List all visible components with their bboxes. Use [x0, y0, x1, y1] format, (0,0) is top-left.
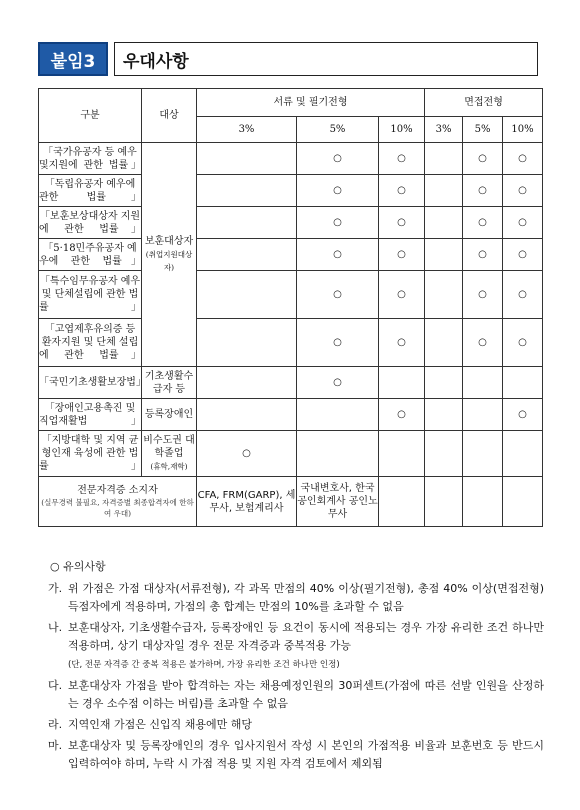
mark-cell: ○: [463, 239, 503, 271]
mark-cell: [197, 271, 297, 319]
target-cell: 등록장애인: [142, 399, 197, 431]
note-label: 마.: [48, 739, 63, 752]
mark-cell: [425, 143, 463, 175]
empty-cell: [425, 477, 463, 527]
mark-cell: [425, 239, 463, 271]
mark-cell: ○: [463, 175, 503, 207]
table-row: [39, 431, 543, 477]
mark-cell: [463, 399, 503, 431]
attachment-badge: 붙임3: [38, 42, 108, 76]
law-cell: 「국가유공자 등 예우 및지원에 관한 법률」: [39, 143, 142, 175]
mark-cell: ○: [379, 399, 425, 431]
note-text: 보훈대상자, 기초생활수급자, 등록장애인 등 요건이 동시에 적용되는 경우 가장 유리한 조건 하나만 적용하며, 상기 대상자일 경우 전문 자격증과 중복적용 가능: [68, 621, 544, 652]
note-item: [48, 677, 544, 713]
law-cell: 「보훈보상대상자 지원에 관한 법률」: [39, 207, 142, 239]
mark-cell: ○: [503, 271, 543, 319]
law-cell: 「고엽제후유의증 등 환자지원 및 단체 설립에 관한 법률」: [39, 319, 142, 367]
cert-label-cell: [39, 477, 197, 527]
mark-cell: [197, 367, 297, 399]
note-label: 다.: [48, 679, 63, 692]
note-item: [48, 716, 544, 734]
law-cell: 「특수임무유공자 예우 및 단체설립에 관한 법률」: [39, 271, 142, 319]
mark-cell: [297, 399, 379, 431]
table-row: [39, 271, 543, 319]
pct-doc-5: 5%: [297, 117, 379, 143]
mark-cell: ○: [297, 207, 379, 239]
target-text: 비수도권 대학졸업: [143, 435, 195, 459]
cert-label: 전문자격증 소지자: [77, 485, 158, 496]
veteran-target-sub: (취업지원대상자): [145, 250, 193, 272]
mark-cell: ○: [463, 207, 503, 239]
mark-cell: ○: [297, 239, 379, 271]
mark-cell: ○: [297, 271, 379, 319]
mark-cell: [425, 367, 463, 399]
table-row: [39, 143, 543, 175]
mark-cell: [425, 175, 463, 207]
pct-int-10: 10%: [503, 117, 543, 143]
header-category: 구분: [39, 89, 142, 143]
mark-cell: [379, 367, 425, 399]
note-subtext: (단, 전문 자격증 간 중복 적용은 불가하며, 가장 유리한 조건 하나만 인정): [68, 660, 340, 670]
target-sub: (휴학,재학): [150, 462, 188, 471]
preference-table: [38, 88, 543, 527]
law-cell: 「국민기초생활보장법」: [39, 367, 142, 399]
mark-cell: [503, 431, 543, 477]
pct-int-5: 5%: [463, 117, 503, 143]
mark-cell: [197, 207, 297, 239]
table-row: [39, 319, 543, 367]
table-row-certification: [39, 477, 543, 527]
target-cell: 기초생활수급자 등: [142, 367, 197, 399]
mark-cell: [197, 319, 297, 367]
cert-col-5pct: 국내변호사, 한국공인회계사 공인노무사: [297, 477, 379, 527]
mark-cell: ○: [463, 271, 503, 319]
mark-cell: ○: [379, 207, 425, 239]
note-label: 나.: [48, 621, 63, 634]
header-document-written: 서류 및 필기전형: [197, 89, 425, 117]
section-header: [38, 42, 538, 76]
veteran-target-cell: [142, 143, 197, 367]
mark-cell: [463, 431, 503, 477]
note-text: 지역인재 가점은 신입직 채용에만 해당: [68, 718, 253, 731]
pct-int-3: 3%: [425, 117, 463, 143]
mark-cell: ○: [297, 367, 379, 399]
mark-cell: ○: [379, 239, 425, 271]
note-label: 가.: [48, 582, 63, 595]
mark-cell: ○: [463, 143, 503, 175]
note-item: [48, 619, 544, 674]
section-title: 우대사항: [114, 42, 538, 76]
mark-cell: [503, 367, 543, 399]
note-text-wrap: [68, 619, 544, 674]
mark-cell: ○: [463, 319, 503, 367]
mark-cell: ○: [297, 319, 379, 367]
mark-cell: [463, 367, 503, 399]
mark-cell: ○: [379, 143, 425, 175]
table-row: [39, 367, 543, 399]
mark-cell: [425, 431, 463, 477]
veteran-target: 보훈대상자: [144, 236, 194, 247]
mark-cell: ○: [503, 239, 543, 271]
pct-doc-10: 10%: [379, 117, 425, 143]
mark-cell: [197, 239, 297, 271]
pct-doc-3: 3%: [197, 117, 297, 143]
mark-cell: ○: [379, 319, 425, 367]
empty-cell: [463, 477, 503, 527]
mark-cell: ○: [503, 175, 543, 207]
cert-sub: (실무경력 불필요, 자격증별 최종합격자에 한하여 우대): [41, 498, 194, 518]
header-target: 대상: [142, 89, 197, 143]
table-row: [39, 239, 543, 271]
mark-cell: [197, 143, 297, 175]
mark-cell: ○: [197, 431, 297, 477]
empty-cell: [379, 477, 425, 527]
note-text: 보훈대상자 가점을 받아 합격하는 자는 채용예정인원의 30퍼센트(가점에 따른 선발 인원을 산정하는 경우 소수점 이하는 버림)를 초과할 수 없음: [68, 679, 544, 710]
mark-cell: ○: [379, 271, 425, 319]
mark-cell: [297, 431, 379, 477]
note-item: [48, 580, 544, 616]
cert-col-3pct: CFA, FRM(GARP), 세무사, 보험계리사: [197, 477, 297, 527]
note-item: [48, 737, 544, 773]
mark-cell: [425, 399, 463, 431]
law-cell: 「5·18민주유공자 예우에 관한 법률」: [39, 239, 142, 271]
notes-section: [48, 558, 544, 776]
table-row: [39, 207, 543, 239]
mark-cell: ○: [503, 143, 543, 175]
note-text: 보훈대상자 및 등록장애인의 경우 입사지원서 작성 시 본인의 가점적용 비율과 보훈번호 등 반드시 입력하여야 하며, 누락 시 가점 적용 및 지원 자격 검토에서 제외됨: [68, 739, 544, 770]
mark-cell: ○: [503, 319, 543, 367]
mark-cell: ○: [503, 207, 543, 239]
target-cell: [142, 431, 197, 477]
mark-cell: ○: [297, 143, 379, 175]
notes-heading: ○ 유의사항: [50, 560, 106, 573]
empty-cell: [503, 477, 543, 527]
table-row: [39, 175, 543, 207]
mark-cell: [197, 399, 297, 431]
note-label: 라.: [48, 718, 63, 731]
mark-cell: [379, 431, 425, 477]
mark-cell: [197, 175, 297, 207]
note-text: 위 가점은 가점 대상자(서류전형), 각 과목 만점의 40% 이상(필기전형), 총점 40% 이상(면접전형) 득점자에게 적용하며, 가점의 총 합계는 만점의 10%를 초과할 수 없음: [68, 582, 544, 613]
mark-cell: ○: [503, 399, 543, 431]
mark-cell: [425, 207, 463, 239]
mark-cell: [425, 319, 463, 367]
table-row: [39, 399, 543, 431]
law-cell: 「독립유공자 예우에 관한 법률」: [39, 175, 142, 207]
mark-cell: ○: [297, 175, 379, 207]
law-cell: 「지방대학 및 지역 균형인재 육성에 관한 법률」: [39, 431, 142, 477]
mark-cell: [425, 271, 463, 319]
mark-cell: ○: [379, 175, 425, 207]
header-interview: 면접전형: [425, 89, 543, 117]
law-cell: 「장애인고용촉진 및 직업재활법」: [39, 399, 142, 431]
